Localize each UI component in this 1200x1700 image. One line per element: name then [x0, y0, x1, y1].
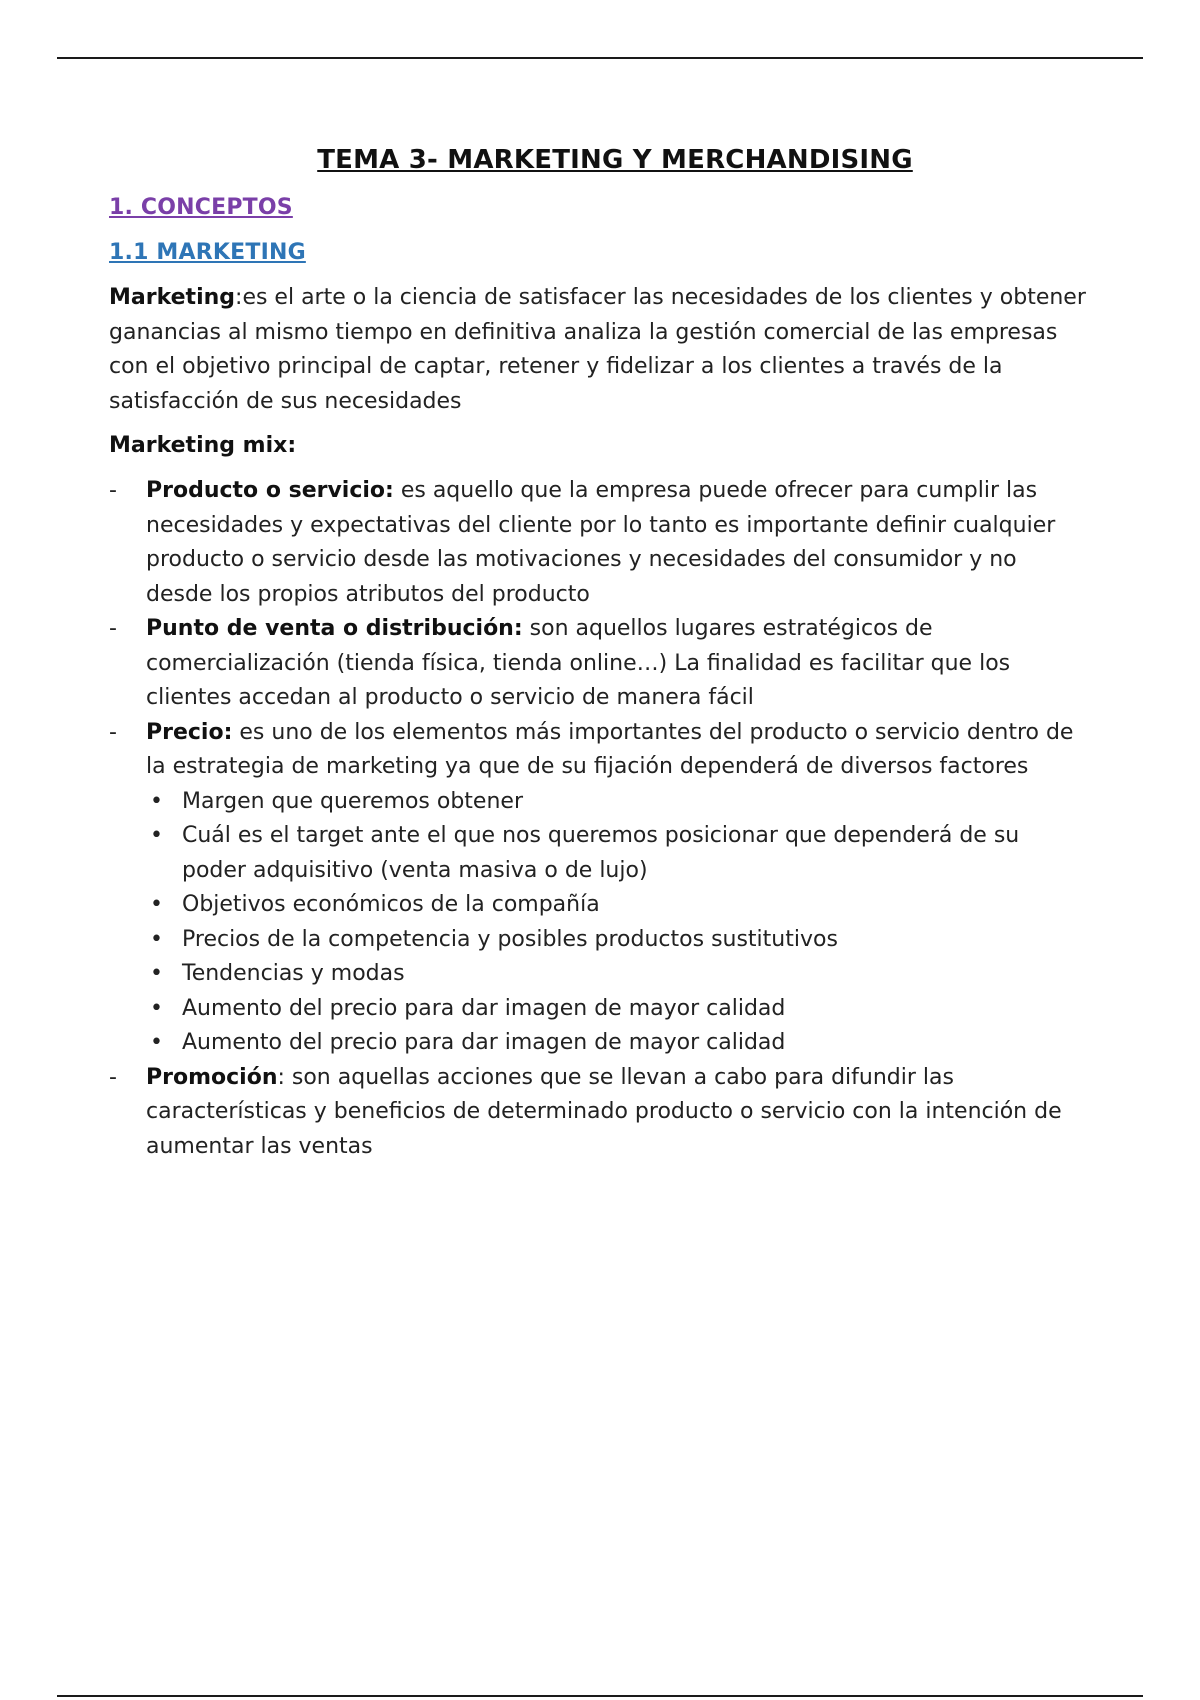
list-item-producto [109, 474, 1089, 612]
definition-text: :es el arte o la ciencia de satisfacer las necesidades de los clientes y obtener ganancias al mismo tiempo en definitiva analiza la gestión comercial de las empresas con el objetivo principal de captar, retener y fidelizar a los clientes a través de la satisfacción de sus necesidades [109, 285, 1086, 414]
bullet-item: • Precios de la competencia y posibles productos sustitutivos [146, 923, 1089, 958]
bullet-icon: • [150, 788, 163, 814]
dash-marker: - [109, 1064, 117, 1090]
section-heading-conceptos: 1. CONCEPTOS [109, 195, 293, 220]
marketing-mix-list [109, 474, 1089, 1164]
marketing-mix-heading: Marketing mix: [109, 433, 297, 458]
bullet-icon: • [150, 1030, 163, 1055]
bullet-item: • Cuál es el target ante el que nos queremos posicionar que dependerá de su poder adquisitivo (venta masiva o de lujo) [146, 819, 1089, 888]
item-term: Precio: [146, 719, 233, 745]
list-item-promocion [109, 1061, 1089, 1165]
bullet-icon: • [150, 995, 163, 1021]
bullet-icon: • [150, 892, 163, 917]
bullet-icon: • [150, 926, 163, 952]
item-term: Producto o servicio: [146, 478, 394, 503]
bullet-icon: • [150, 961, 163, 986]
item-text: es uno de los elementos más importantes del producto o servicio dentro de la estrategia de marketing ya que de su fijación dependerá de diversos factores [146, 719, 1074, 779]
dash-marker: - [109, 719, 117, 745]
subsection-heading-marketing: 1.1 MARKETING [109, 240, 306, 265]
list-item-precio [109, 716, 1089, 1061]
item-term: Promoción [146, 1064, 278, 1090]
dash-marker: - [109, 616, 117, 641]
marketing-definition [109, 281, 1089, 419]
bullet-item: • Tendencias y modas [146, 957, 1089, 992]
item-text: es aquello que la empresa puede ofrecer para cumplir las necesidades y expectativas del cliente por lo tanto es importante definir cualquier producto o servicio desde las motivaciones y necesidades del consumidor y no desde los propios atributos del producto [146, 478, 1056, 607]
dash-marker: - [109, 478, 117, 503]
item-text: son aquellos lugares estratégicos de comercialización (tienda física, tienda online…) La finalidad es facilitar que los clientes accedan al producto o servicio de manera fácil [146, 616, 1011, 710]
bottom-rule [57, 1695, 1143, 1697]
bullet-item: • Aumento del precio para dar imagen de mayor calidad [146, 1026, 1089, 1061]
bullet-item: • Objetivos económicos de la compañía [146, 888, 1089, 923]
page-title: TEMA 3- MARKETING Y MERCHANDISING [317, 145, 913, 175]
precio-factors-list [146, 785, 1089, 1061]
definition-term: Marketing [109, 285, 236, 310]
item-term: Punto de venta o distribución: [146, 616, 523, 641]
bullet-item: • Margen que queremos obtener [146, 785, 1089, 820]
document-body [109, 145, 1089, 1164]
list-item-punto-de-venta [109, 612, 1089, 716]
bullet-icon: • [150, 823, 163, 848]
bullet-item: • Aumento del precio para dar imagen de mayor calidad [146, 992, 1089, 1027]
top-rule [57, 57, 1143, 59]
item-text: : son aquellas acciones que se llevan a cabo para difundir las características y beneficios de determinado producto o servicio con la intención de aumentar las ventas [146, 1064, 1062, 1159]
